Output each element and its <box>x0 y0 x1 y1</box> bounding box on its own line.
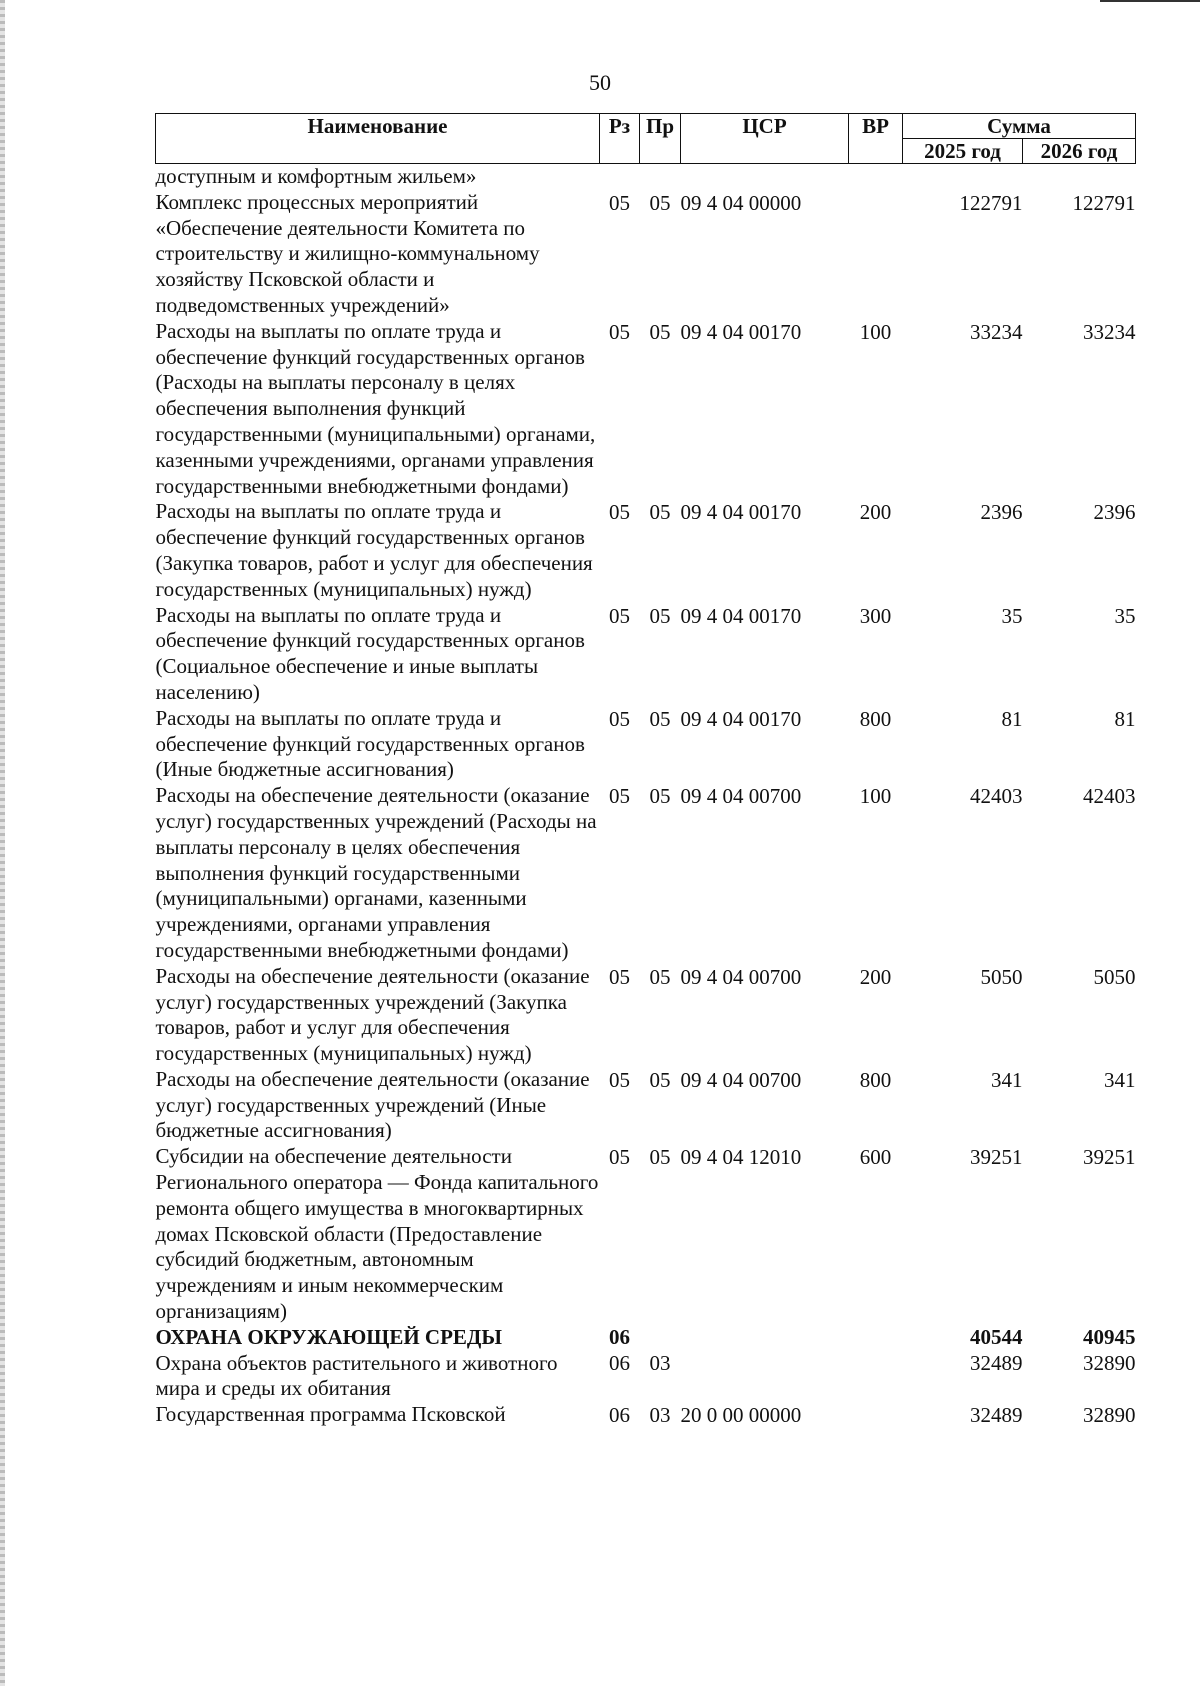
row-sum-2026: 122791 <box>1072 190 1136 215</box>
row-sum-2025: 81 <box>1001 706 1023 731</box>
header-rz: Рз <box>600 114 640 164</box>
page-number: 50 <box>589 70 611 95</box>
row-sum-2025: 122791 <box>959 190 1023 215</box>
row-pr: 03 <box>649 1403 671 1428</box>
row-csr: 09 4 04 00000 <box>680 190 802 215</box>
row-vr: 800 <box>859 706 892 731</box>
table-row <box>156 964 1136 1067</box>
row-name: Субсидии на обеспечение деятельности Регионального оператора — Фонда капитального ремонта общего имущества в многоквартирных домах Псковской области (Предоставление субсидий бюджетным, автономным учреждениям и иным некоммерческим организациям) <box>155 1144 599 1324</box>
row-sum-2026: 42403 <box>1083 784 1136 809</box>
row-csr: 09 4 04 00700 <box>680 964 802 989</box>
row-vr <box>849 1325 903 1351</box>
row-pr <box>640 164 681 190</box>
header-name: Наименование <box>156 114 600 164</box>
row-csr: 09 4 04 00170 <box>680 603 802 628</box>
table-row <box>156 1351 1136 1403</box>
header-year-2025: 2025 год <box>903 139 1023 164</box>
row-pr: 05 <box>649 190 671 215</box>
table-row-section <box>156 1325 1136 1351</box>
row-pr: 05 <box>649 706 671 731</box>
row-rz: 06 <box>609 1403 630 1428</box>
row-sum-2025: 35 <box>1001 603 1023 628</box>
row-sum-2025: 32489 <box>970 1403 1023 1428</box>
row-csr: 09 4 04 00170 <box>680 319 802 344</box>
row-name: Государственная программа Псковской <box>155 1402 506 1427</box>
row-pr: 05 <box>649 964 671 989</box>
header-year-2026: 2026 год <box>1023 139 1136 164</box>
row-sum-2026: 39251 <box>1083 1145 1136 1170</box>
row-rz: 05 <box>609 1067 630 1092</box>
row-vr: 200 <box>859 500 892 525</box>
row-name: Расходы на выплаты по оплате труда и обеспечение функций государственных органов (Иные бюджетные ассигнования) <box>155 705 585 782</box>
row-pr: 05 <box>649 1067 671 1092</box>
row-sum-2026: 341 <box>1104 1067 1136 1092</box>
row-vr: 600 <box>859 1145 892 1170</box>
table-row <box>156 1067 1136 1144</box>
row-sum-2025: 341 <box>991 1067 1023 1092</box>
row-vr: 100 <box>859 319 892 344</box>
table-row <box>156 783 1136 964</box>
table-row <box>156 190 1136 319</box>
row-name: Расходы на выплаты по оплате труда и обеспечение функций государственных органов (Расходы на выплаты персоналу в целях обеспечения выполнения функций государственными (муниципальными) органами, казенными учреждениями, органами управления государственными внебюджетными фондами) <box>155 318 596 498</box>
row-name: Расходы на выплаты по оплате труда и обеспечение функций государственных органов (Закупка товаров, работ и услуг для обеспечения государственных (муниципальных) нужд) <box>155 499 593 601</box>
row-rz: 06 <box>609 1350 630 1375</box>
row-csr: 09 4 04 12010 <box>680 1145 802 1170</box>
row-rz: 05 <box>609 1145 630 1170</box>
row-name: Расходы на выплаты по оплате труда и обеспечение функций государственных органов (Социальное обеспечение и иные выплаты населению) <box>155 602 585 704</box>
row-sum-2025 <box>903 164 1023 190</box>
row-sum-2026: 32890 <box>1083 1403 1136 1428</box>
row-sum-2026: 81 <box>1114 706 1136 731</box>
row-vr: 800 <box>859 1067 892 1092</box>
row-vr <box>849 1351 903 1403</box>
row-sum-2025: 33234 <box>970 319 1023 344</box>
row-csr <box>681 1325 849 1351</box>
row-csr: 09 4 04 00170 <box>680 706 802 731</box>
table-row <box>156 1402 1136 1429</box>
row-vr: 300 <box>859 603 892 628</box>
row-rz <box>600 164 640 190</box>
table-row <box>156 319 1136 500</box>
row-csr <box>681 1351 849 1403</box>
row-csr: 09 4 04 00700 <box>680 1067 802 1092</box>
row-csr: 09 4 04 00700 <box>680 784 802 809</box>
row-name: доступным и комфортным жильем» <box>155 164 477 188</box>
row-sum-2025: 40544 <box>970 1324 1023 1349</box>
row-vr <box>849 190 903 319</box>
row-rz: 05 <box>609 706 630 731</box>
row-pr: 05 <box>649 500 671 525</box>
row-sum-2025: 39251 <box>970 1145 1023 1170</box>
table-row <box>156 706 1136 783</box>
row-vr <box>849 1402 903 1429</box>
row-name: Комплекс процессных мероприятий «Обеспечение деятельности Комитета по строительству и жилищно-коммунальному хозяйству Псковской области и подведомственных учреждений» <box>155 189 540 317</box>
row-name: Расходы на обеспечение деятельности (оказание услуг) государственных учреждений (Иные бюджетные ассигнования) <box>155 1066 590 1143</box>
row-sum-2026 <box>1023 164 1136 190</box>
row-sum-2026: 40945 <box>1083 1324 1136 1349</box>
scan-edge-left <box>0 0 5 1686</box>
row-pr: 05 <box>649 784 671 809</box>
row-rz: 05 <box>609 319 630 344</box>
row-name: ОХРАНА ОКРУЖАЮЩЕЙ СРЕДЫ <box>155 1324 502 1349</box>
row-pr: 05 <box>649 1145 671 1170</box>
header-vr: ВР <box>849 114 903 164</box>
row-vr <box>849 164 903 190</box>
header-pr: Пр <box>640 114 681 164</box>
row-sum-2025: 42403 <box>970 784 1023 809</box>
header-sum: Сумма <box>903 114 1136 139</box>
row-sum-2025: 5050 <box>980 964 1023 989</box>
budget-table <box>155 113 1136 1429</box>
row-name: Расходы на обеспечение деятельности (оказание услуг) государственных учреждений (Закупка товаров, работ и услуг для обеспечения государственных (муниципальных) нужд) <box>155 963 590 1066</box>
scan-edge-top <box>1100 0 1200 2</box>
row-rz: 05 <box>609 500 630 525</box>
row-sum-2026: 2396 <box>1093 500 1136 525</box>
row-sum-2025: 2396 <box>980 500 1023 525</box>
row-rz: 05 <box>609 964 630 989</box>
row-vr: 200 <box>859 964 892 989</box>
row-rz: 05 <box>609 603 630 628</box>
row-pr: 03 <box>649 1350 671 1375</box>
row-vr: 100 <box>859 784 892 809</box>
table-row <box>156 499 1136 602</box>
row-pr <box>640 1325 681 1351</box>
row-rz: 05 <box>609 190 630 215</box>
row-csr <box>681 164 849 190</box>
row-pr: 05 <box>649 319 671 344</box>
row-sum-2026: 32890 <box>1083 1350 1136 1375</box>
row-csr: 09 4 04 00170 <box>680 500 802 525</box>
row-sum-2026: 33234 <box>1083 319 1136 344</box>
table-row <box>156 164 1136 190</box>
row-sum-2025: 32489 <box>970 1350 1023 1375</box>
row-name: Охрана объектов растительного и животного мира и среды их обитания <box>155 1350 558 1401</box>
row-name: Расходы на обеспечение деятельности (оказание услуг) государственных учреждений (Расходы на выплаты персоналу в целях обеспечения выполнения функций государственными (муниципальными) органами, казенными учреждениями, органами управления государственными внебюджетными фондами) <box>155 783 597 962</box>
table-row <box>156 603 1136 706</box>
table-row <box>156 1144 1136 1325</box>
row-pr: 05 <box>649 603 671 628</box>
row-rz: 06 <box>609 1324 630 1349</box>
row-csr: 20 0 00 00000 <box>680 1403 802 1428</box>
row-sum-2026: 5050 <box>1093 964 1136 989</box>
row-rz: 05 <box>609 784 630 809</box>
header-csr: ЦСР <box>681 114 849 164</box>
row-sum-2026: 35 <box>1114 603 1136 628</box>
